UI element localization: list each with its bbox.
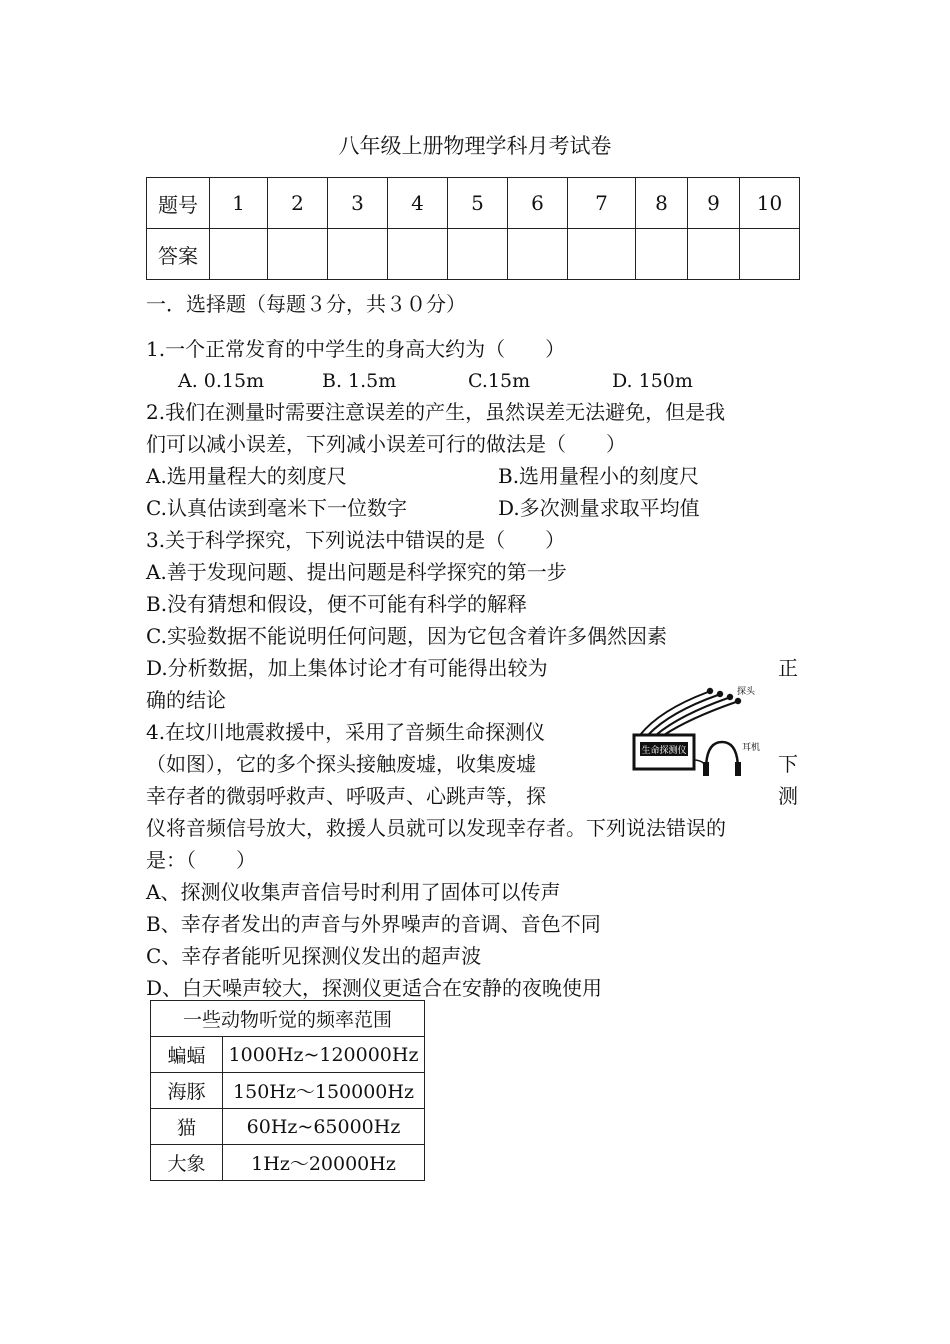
q2-stem-line1: 2.我们在测量时需要注意误差的产生，虽然误差无法避免，但是我 bbox=[146, 400, 726, 424]
q1-option-a: A. 0.15m bbox=[178, 370, 265, 392]
answer-cell[interactable] bbox=[210, 229, 268, 280]
answer-cell[interactable] bbox=[508, 229, 568, 280]
animal-name: 蝙蝠 bbox=[151, 1037, 223, 1073]
q3-option-d-end: 正 bbox=[778, 656, 798, 680]
q4-stem-line4: 仪将音频信号放大，救援人员就可以发现幸存者。下列说法错误的 bbox=[146, 816, 726, 840]
answer-table-answer-row bbox=[147, 229, 800, 280]
q1-stem: 1.一个正常发育的中学生的身高大约为（ ） bbox=[146, 337, 566, 361]
q4-stem-line3-end: 测 bbox=[778, 784, 798, 808]
q3-option-d: D.分析数据，加上集体讨论才有可能得出较为 bbox=[146, 656, 548, 680]
table-row bbox=[151, 1109, 425, 1145]
section-heading: 一．选择题（每题３分，共３０分） bbox=[146, 292, 466, 316]
q3-stem: 3.关于科学探究，下列说法中错误的是（ ） bbox=[146, 528, 566, 552]
q4-stem-line1: 4.在坟川地震救援中，采用了音频生命探测仪 bbox=[146, 720, 546, 744]
question-number: 3 bbox=[328, 178, 388, 229]
q4-option-a: A、探测仪收集声音信号时利用了固体可以传声 bbox=[146, 880, 561, 904]
q3-option-b: B.没有猜想和假设，便不可能有科学的解释 bbox=[146, 592, 528, 616]
frequency-range: 150Hz～150000Hz bbox=[223, 1073, 425, 1109]
animal-name: 海豚 bbox=[151, 1073, 223, 1109]
earphone-icon bbox=[703, 742, 741, 776]
question-number: 7 bbox=[568, 178, 636, 229]
q4-option-c: C、幸存者能听见探测仪发出的超声波 bbox=[146, 944, 482, 968]
answer-cell[interactable] bbox=[740, 229, 800, 280]
q4-option-b: B、幸存者发出的声音与外界噪声的音调、音色不同 bbox=[146, 912, 601, 936]
answer-table-number-row bbox=[147, 178, 800, 229]
q1-option-c: C.15m bbox=[468, 370, 531, 392]
q2-option-b: B.选用量程小的刻度尺 bbox=[498, 464, 700, 488]
frequency-range: 1000Hz~120000Hz bbox=[223, 1037, 425, 1073]
freq-table-header-row bbox=[151, 1001, 425, 1037]
hearing-frequency-table bbox=[150, 1000, 425, 1181]
q2-option-a: A.选用量程大的刻度尺 bbox=[146, 464, 347, 488]
question-number: 4 bbox=[388, 178, 448, 229]
life-detector-figure bbox=[630, 680, 760, 780]
q3-option-d-line2: 确的结论 bbox=[146, 688, 226, 712]
question-number: 2 bbox=[268, 178, 328, 229]
answer-cell[interactable] bbox=[388, 229, 448, 280]
question-number: 10 bbox=[740, 178, 800, 229]
q2-option-c: C.认真估读到毫米下一位数字 bbox=[146, 496, 407, 520]
animal-name: 猫 bbox=[151, 1109, 223, 1145]
q4-stem-line2-end: 下 bbox=[778, 752, 798, 776]
question-number: 9 bbox=[688, 178, 740, 229]
question-number: 1 bbox=[210, 178, 268, 229]
answer-cell[interactable] bbox=[448, 229, 508, 280]
q2-option-d: D.多次测量求取平均值 bbox=[498, 496, 700, 520]
q4-stem-line2: （如图），它的多个探头接触废墟，收集废墟 bbox=[146, 752, 536, 776]
table-row bbox=[151, 1145, 425, 1181]
question-number-label: 题号 bbox=[147, 178, 210, 229]
frequency-range: 60Hz~65000Hz bbox=[223, 1109, 425, 1145]
answer-cell[interactable] bbox=[268, 229, 328, 280]
q4-stem-line3: 幸存者的微弱呼救声、呼吸声、心跳声等，探 bbox=[146, 784, 546, 808]
freq-table-header: 一些动物听觉的频率范围 bbox=[151, 1001, 425, 1037]
question-number: 8 bbox=[636, 178, 688, 229]
table-row bbox=[151, 1073, 425, 1109]
question-number: 5 bbox=[448, 178, 508, 229]
answer-cell[interactable] bbox=[636, 229, 688, 280]
page-title: 八年级上册物理学科月考试卷 bbox=[338, 134, 612, 158]
table-row bbox=[151, 1037, 425, 1073]
q2-stem-line2: 们可以减小误差，下列减小误差可行的做法是（ ） bbox=[146, 432, 626, 456]
q1-option-b: B. 1.5m bbox=[322, 370, 397, 392]
probe-label: 探头 bbox=[737, 687, 756, 697]
animal-name: 大象 bbox=[151, 1145, 223, 1181]
q3-option-a: A.善于发现问题、提出问题是科学探究的第一步 bbox=[146, 560, 567, 584]
q4-stem-line5: 是：（ ） bbox=[146, 848, 256, 872]
earphone-label: 耳机 bbox=[742, 743, 760, 753]
q1-option-d: D. 150m bbox=[612, 370, 693, 392]
answer-cell[interactable] bbox=[688, 229, 740, 280]
question-number: 6 bbox=[508, 178, 568, 229]
answer-cell[interactable] bbox=[568, 229, 636, 280]
q4-option-d: D、白天噪声较大，探测仪更适合在安静的夜晚使用 bbox=[146, 976, 603, 1000]
answer-label: 答案 bbox=[147, 229, 210, 280]
answer-table bbox=[146, 177, 800, 280]
frequency-range: 1Hz～20000Hz bbox=[223, 1145, 425, 1181]
probe-cables bbox=[640, 692, 736, 735]
answer-cell[interactable] bbox=[328, 229, 388, 280]
detector-label: 生命探测仪 bbox=[641, 746, 687, 756]
q3-option-c: C.实验数据不能说明任何问题，因为它包含着许多偶然因素 bbox=[146, 624, 667, 648]
